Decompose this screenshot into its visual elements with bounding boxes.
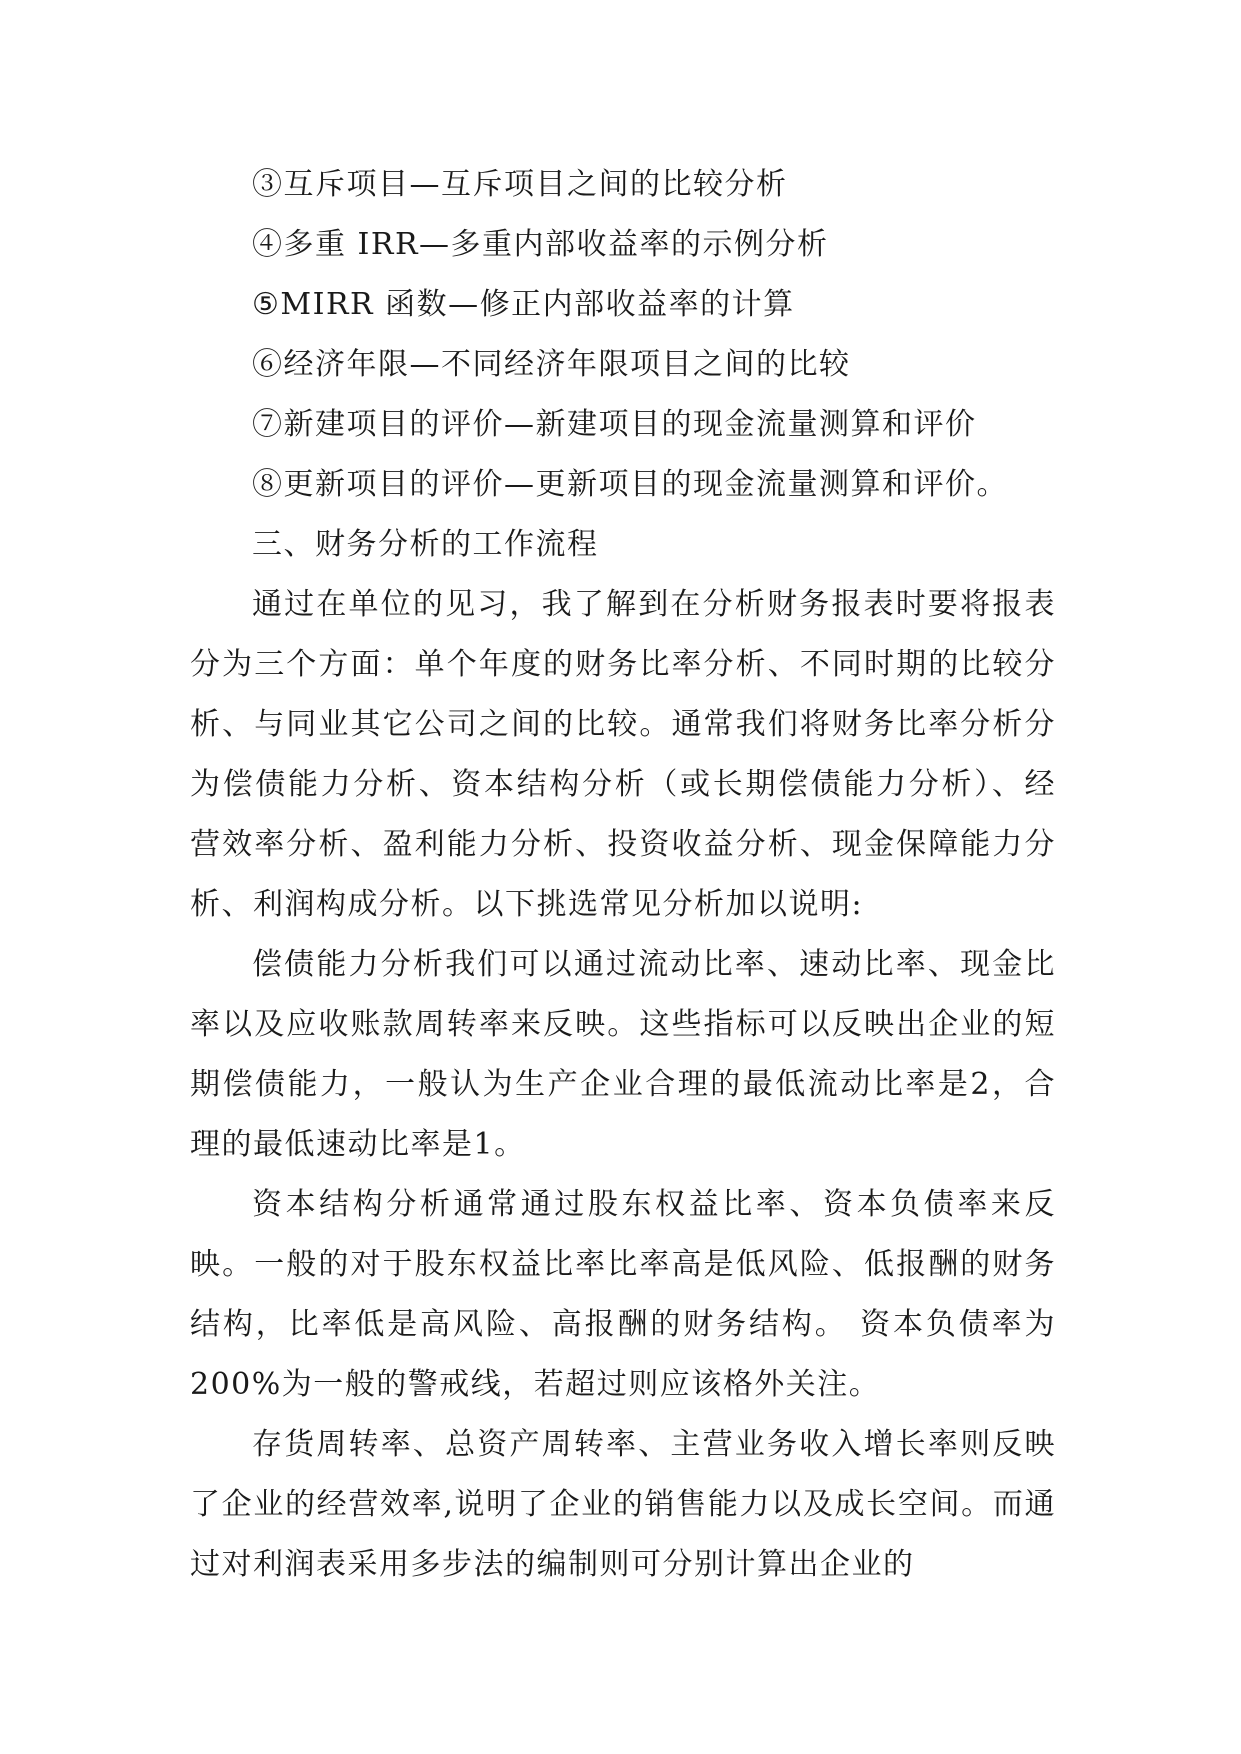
section-heading: 三、财务分析的工作流程 — [252, 527, 599, 562]
paragraph-analysis-overview: 通过在单位的见习，我了解到在分析财务报表时要将报表分为三个方面：单个年度的财务比率分析、不同时期的比较分析、与同业其它公司之间的比较。通常我们将财务比率分析分为偿债能力分析、资本结构分析（或长期偿债能力分析）、经营效率分析、盈利能力分析、投资收益分析、现金保障能力分析、利润构成分析。以下挑选常见分析加以说明: — [190, 587, 1056, 922]
list-item-3: ③互斥项目—互斥项目之间的比较分析 — [252, 167, 788, 202]
paragraph-solvency: 偿债能力分析我们可以通过流动比率、速动比率、现金比率以及应收账款周转率来反映。这些指标可以反映出企业的短期偿债能力，一般认为生产企业合理的最低流动比率是2，合理的最低速动比率是1。 — [190, 947, 1056, 1162]
list-item-5: ⑤MIRR 函数—修正内部收益率的计算 — [252, 287, 795, 322]
document-body — [190, 155, 1056, 1595]
list-item-8: ⑧更新项目的评价—更新项目的现金流量测算和评价。 — [252, 467, 1008, 502]
list-item-7: ⑦新建项目的评价—新建项目的现金流量测算和评价 — [252, 407, 977, 442]
paragraph-capital-structure: 资本结构分析通常通过股东权益比率、资本负债率来反映。一般的对于股东权益比率比率高是低风险、低报酬的财务结构，比率低是高风险、高报酬的财务结构。 资本负债率为200%为一般的警戒线，若超过则应该格外关注。 — [190, 1187, 1056, 1402]
list-item-4: ④多重 IRR—多重内部收益率的示例分析 — [252, 227, 829, 262]
paragraph-operating-efficiency: 存货周转率、总资产周转率、主营业务收入增长率则反映了企业的经营效率,说明了企业的销售能力以及成长空间。而通过对利润表采用多步法的编制则可分别计算出企业的 — [190, 1427, 1056, 1582]
list-item-6: ⑥经济年限—不同经济年限项目之间的比较 — [252, 347, 851, 382]
